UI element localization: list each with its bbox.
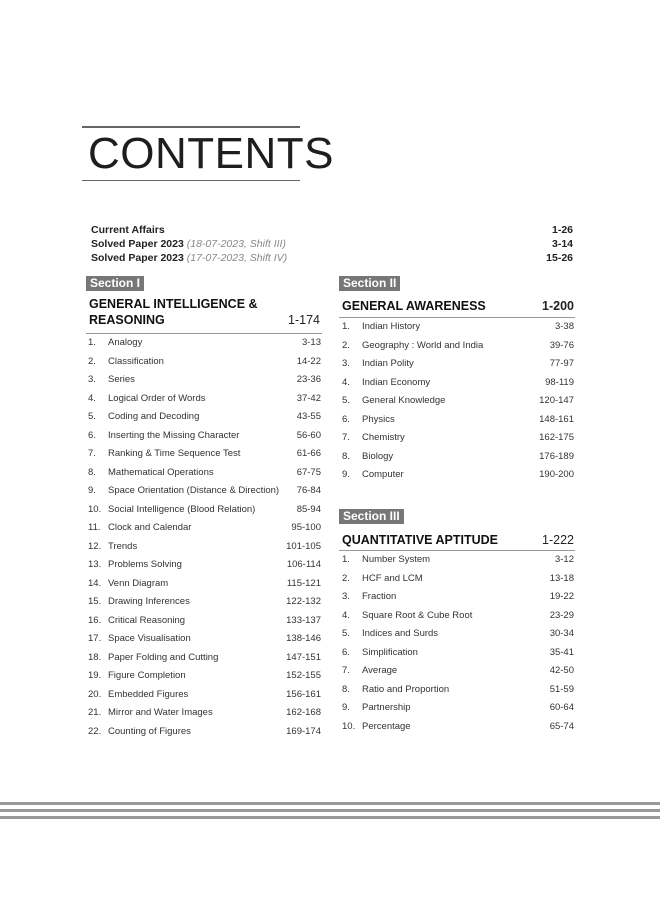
entry-pages: 51-59 [549, 683, 574, 695]
entry-number: 1. [342, 554, 350, 565]
entry-title: Mirror and Water Images [108, 707, 213, 718]
intro-pages: 15-26 [546, 252, 573, 264]
entry-number: 8. [342, 450, 350, 462]
entry-title: Physics [362, 413, 395, 425]
section-3-heading: QUANTITATIVE APTITUDE [342, 533, 499, 547]
entry-pages: 138-146 [286, 633, 321, 644]
entry-number: 16. [88, 614, 102, 626]
contents-entry [88, 667, 321, 686]
entry-title: Classification [108, 355, 164, 367]
section-1-list [88, 334, 321, 741]
contents-entry [88, 538, 321, 557]
contents-entry [342, 318, 574, 337]
entry-number: 4. [342, 376, 350, 388]
entry-number: 22. [88, 725, 102, 737]
section-1-heading-line1: GENERAL INTELLIGENCE & [89, 297, 258, 311]
intro-list [91, 223, 573, 265]
entry-title: Analogy [108, 337, 143, 348]
contents-entry [88, 649, 321, 668]
entry-number: 6. [88, 429, 96, 441]
entry-number: 9. [88, 485, 96, 496]
entry-pages: 3-38 [554, 321, 574, 332]
entry-pages: 152-155 [286, 670, 321, 681]
contents-entry [342, 466, 574, 485]
entry-number: 11. [88, 522, 101, 533]
title-rule-bottom [82, 180, 300, 182]
contents-entry [88, 371, 321, 390]
contents-entry [342, 588, 574, 607]
entry-pages: 106-114 [286, 559, 321, 570]
section-1-range: 1-174 [288, 313, 320, 327]
contents-entry [88, 612, 321, 631]
entry-number: 7. [342, 665, 350, 676]
entry-title: Number System [362, 554, 431, 565]
entry-title: Trends [108, 540, 138, 552]
contents-entry [88, 427, 321, 446]
contents-entry [88, 686, 321, 705]
entry-number: 2. [342, 339, 350, 351]
entry-pages: 156-161 [286, 688, 321, 700]
entry-pages: 162-175 [539, 432, 574, 443]
entry-pages: 65-74 [549, 720, 574, 732]
entry-title: Chemistry [362, 432, 405, 443]
entry-pages: 133-137 [286, 614, 321, 626]
intro-note: (17-07-2023, Shift IV) [186, 252, 288, 264]
entry-pages: 147-151 [286, 651, 321, 663]
entry-title: Indian Polity [362, 358, 414, 369]
entry-title: Logical Order of Words [108, 392, 206, 404]
entry-pages: 101-105 [286, 540, 321, 552]
entry-title: Mathematical Operations [108, 466, 214, 478]
entry-title: Partnership [362, 702, 411, 713]
entry-pages: 35-41 [549, 646, 574, 658]
intro-row [91, 237, 573, 251]
entry-number: 5. [342, 395, 350, 406]
entry-number: 6. [342, 413, 350, 425]
intro-label: Current Affairs [91, 224, 165, 236]
section-3-list [342, 551, 574, 736]
stripe [0, 816, 660, 819]
entry-pages: 3-13 [301, 337, 321, 348]
entry-title: Space Orientation (Distance & Direction) [108, 485, 280, 496]
entry-number: 9. [342, 702, 350, 713]
entry-number: 8. [88, 466, 96, 478]
contents-entry [342, 662, 574, 681]
entry-title: Critical Reasoning [108, 614, 186, 626]
entry-pages: 56-60 [296, 429, 321, 441]
entry-number: 1. [88, 337, 96, 348]
entry-pages: 120-147 [539, 395, 574, 406]
entry-pages: 39-76 [549, 339, 574, 351]
entry-title: Fraction [362, 591, 397, 602]
entry-pages: 176-189 [539, 450, 574, 462]
entry-title: Series [108, 374, 135, 385]
entry-number: 3. [342, 591, 350, 602]
entry-pages: 85-94 [296, 503, 321, 515]
entry-number: 2. [88, 355, 96, 367]
entry-title: Simplification [362, 646, 418, 658]
entry-title: Ranking & Time Sequence Test [108, 448, 241, 459]
contents-entry [342, 355, 574, 374]
entry-title: Problems Solving [108, 559, 182, 570]
entry-pages: 190-200 [539, 469, 574, 480]
contents-entry [342, 570, 574, 589]
contents-entry [88, 704, 321, 723]
contents-entry [88, 334, 321, 353]
stripe [0, 802, 660, 805]
entry-number: 10. [342, 720, 356, 732]
contents-entry [88, 464, 321, 483]
stripe [0, 809, 660, 812]
entry-pages: 95-100 [291, 522, 321, 533]
contents-entry [342, 448, 574, 467]
contents-entry [342, 374, 574, 393]
entry-number: 18. [88, 651, 102, 663]
entry-number: 5. [88, 411, 96, 422]
entry-title: Computer [362, 469, 404, 480]
entry-number: 9. [342, 469, 350, 480]
contents-entry [342, 392, 574, 411]
entry-title: Paper Folding and Cutting [108, 651, 219, 663]
entry-number: 13. [88, 559, 102, 570]
section-1-tag: Section I [86, 276, 144, 291]
entry-pages: 30-34 [549, 628, 574, 639]
entry-pages: 14-22 [296, 355, 321, 367]
entry-title: Biology [362, 450, 394, 462]
entry-title: General Knowledge [362, 395, 446, 406]
entry-pages: 169-174 [286, 725, 321, 737]
page-title: CONTENTS [88, 128, 334, 178]
contents-entry [342, 411, 574, 430]
entry-number: 4. [88, 392, 96, 404]
entry-title: Average [362, 665, 398, 676]
entry-title: HCF and LCM [362, 572, 423, 584]
contents-entry [88, 723, 321, 742]
entry-title: Coding and Decoding [108, 411, 200, 422]
intro-label: Solved Paper 2023 [91, 238, 184, 250]
entry-pages: 23-36 [296, 374, 321, 385]
entry-pages: 162-168 [286, 707, 321, 718]
intro-pages: 3-14 [551, 238, 573, 250]
entry-number: 20. [88, 688, 102, 700]
contents-entry [88, 445, 321, 464]
contents-entry [88, 593, 321, 612]
contents-entry [88, 556, 321, 575]
entry-number: 6. [342, 646, 350, 658]
entry-number: 7. [342, 432, 350, 443]
entry-title: Geography : World and India [362, 339, 484, 351]
entry-title: Social Intelligence (Blood Relation) [108, 503, 256, 515]
intro-pages: 1-26 [551, 224, 573, 236]
contents-entry [342, 337, 574, 356]
entry-pages: 13-18 [549, 572, 574, 584]
intro-row [91, 251, 573, 265]
entry-number: 19. [88, 670, 102, 681]
entry-pages: 67-75 [296, 466, 321, 478]
entry-pages: 19-22 [549, 591, 574, 602]
entry-number: 10. [88, 503, 102, 515]
section-2-heading: GENERAL AWARENESS [342, 299, 486, 313]
contents-entry [342, 429, 574, 448]
entry-number: 1. [342, 321, 350, 332]
contents-entry [342, 551, 574, 570]
section-2-range: 1-200 [542, 299, 574, 313]
contents-entry [342, 681, 574, 700]
section-3-tag: Section III [339, 509, 404, 524]
entry-title: Indian Economy [362, 376, 431, 388]
entry-number: 14. [88, 577, 102, 589]
entry-title: Inserting the Missing Character [108, 429, 240, 441]
contents-entry [342, 625, 574, 644]
entry-title: Clock and Calendar [108, 522, 192, 533]
entry-pages: 60-64 [549, 702, 574, 713]
contents-entry [342, 644, 574, 663]
contents-entry [342, 718, 574, 737]
entry-pages: 77-97 [549, 358, 574, 369]
entry-number: 3. [88, 374, 96, 385]
entry-pages: 98-119 [545, 376, 574, 388]
entry-number: 15. [88, 596, 102, 607]
intro-row [91, 223, 573, 237]
entry-number: 5. [342, 628, 350, 639]
entry-number: 12. [88, 540, 102, 552]
entry-title: Percentage [362, 720, 411, 732]
contents-entry [88, 630, 321, 649]
contents-entry [88, 408, 321, 427]
entry-pages: 43-55 [296, 411, 321, 422]
contents-entry [88, 482, 321, 501]
entry-title: Space Visualisation [108, 633, 191, 644]
entry-pages: 148-161 [539, 413, 574, 425]
contents-entry [88, 519, 321, 538]
entry-number: 2. [342, 572, 350, 584]
contents-title-block [82, 126, 334, 181]
entry-number: 7. [88, 448, 96, 459]
contents-entry [342, 607, 574, 626]
decorative-stripes [0, 802, 660, 823]
entry-title: Figure Completion [108, 670, 186, 681]
entry-pages: 61-66 [296, 448, 321, 459]
entry-number: 17. [88, 633, 102, 644]
entry-pages: 122-132 [286, 596, 321, 607]
entry-title: Indices and Surds [362, 628, 439, 639]
contents-entry [88, 575, 321, 594]
entry-title: Embedded Figures [108, 688, 189, 700]
entry-title: Venn Diagram [108, 577, 169, 589]
entry-title: Indian History [362, 321, 421, 332]
intro-note: (18-07-2023, Shift III) [186, 238, 286, 250]
entry-title: Ratio and Proportion [362, 683, 450, 695]
contents-entry [88, 501, 321, 520]
entry-pages: 115-121 [286, 577, 321, 589]
contents-entry [88, 353, 321, 372]
entry-pages: 23-29 [549, 609, 574, 621]
entry-pages: 37-42 [296, 392, 321, 404]
entry-title: Square Root & Cube Root [362, 609, 473, 621]
entry-pages: 42-50 [549, 665, 574, 676]
entry-number: 21. [88, 707, 102, 718]
section-2-tag: Section II [339, 276, 400, 291]
contents-entry [88, 390, 321, 409]
section-3-range: 1-222 [542, 533, 574, 547]
entry-pages: 76-84 [296, 485, 321, 496]
entry-number: 4. [342, 609, 350, 621]
entry-title: Counting of Figures [108, 725, 191, 737]
entry-title: Drawing Inferences [108, 596, 190, 607]
contents-entry [342, 699, 574, 718]
entry-pages: 3-12 [554, 554, 574, 565]
section-2-list [342, 318, 574, 485]
entry-number: 3. [342, 358, 350, 369]
entry-number: 8. [342, 683, 350, 695]
intro-label: Solved Paper 2023 [91, 252, 184, 264]
section-1-heading-line2: REASONING [89, 313, 165, 327]
